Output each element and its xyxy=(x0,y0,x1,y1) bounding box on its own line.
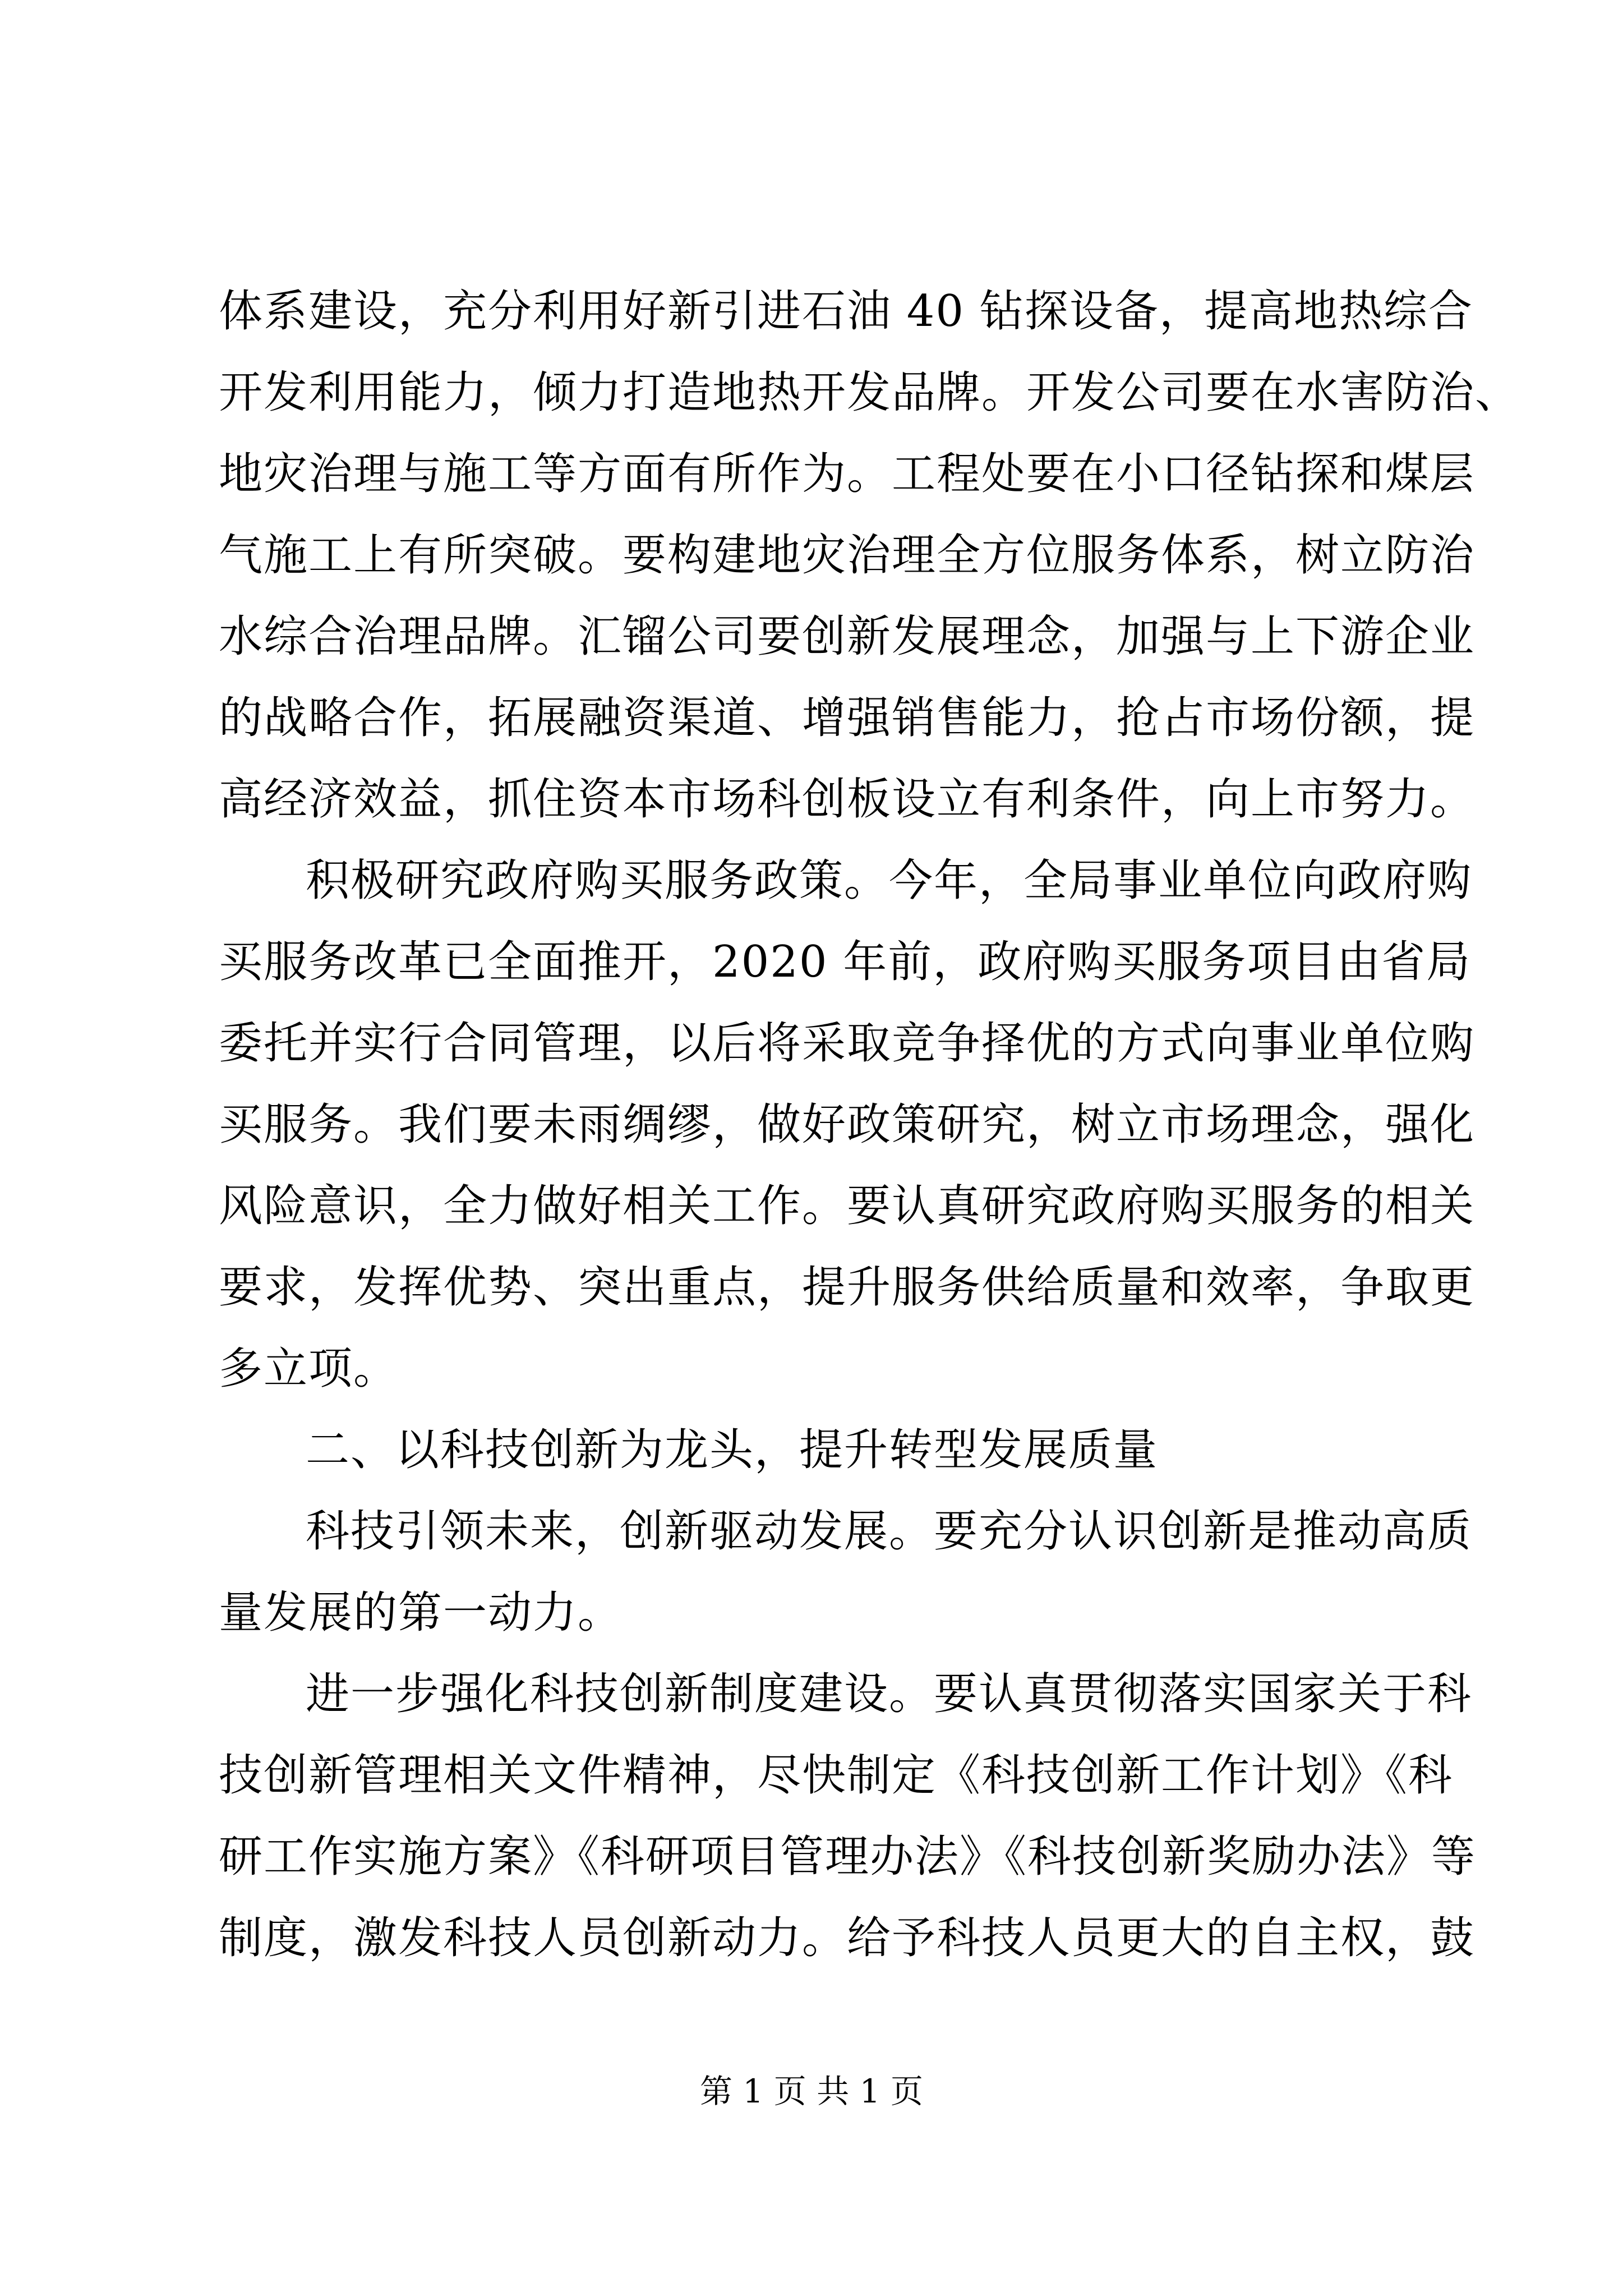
body-text-line: 委托并实行合同管理，以后将采取竞争择优的方式向事业单位购 xyxy=(219,1018,1476,1069)
body-text-line: 气施工上有所突破。要构建地灾治理全方位服务体系，树立防治 xyxy=(219,530,1476,581)
paragraph-first-line: 积极研究政府购买服务政策。今年，全局事业单位向政府购 xyxy=(306,855,1473,906)
body-text-line: 地灾治理与施工等方面有所作为。工程处要在小口径钻探和煤层 xyxy=(219,449,1476,499)
body-text-line: 多立项。 xyxy=(219,1343,399,1394)
body-text-line: 制度，激发科技人员创新动力。给予科技人员更大的自主权，鼓 xyxy=(219,1913,1476,1963)
body-text-line: 买服务改革已全面推开，2020 年前，政府购买服务项目由省局 xyxy=(219,937,1472,987)
body-text-line: 风险意识，全力做好相关工作。要认真研究政府购买服务的相关 xyxy=(219,1181,1476,1231)
body-text-line: 开发利用能力，倾力打造地热开发品牌。开发公司要在水害防治、 xyxy=(219,367,1520,418)
body-text-line: 水综合治理品牌。汇镏公司要创新发展理念，加强与上下游企业 xyxy=(219,611,1476,662)
paragraph-first-line: 科技引领未来，创新驱动发展。要充分认识创新是推动高质 xyxy=(306,1506,1473,1557)
paragraph-first-line: 进一步强化科技创新制度建设。要认真贯彻落实国家关于科 xyxy=(306,1669,1473,1719)
body-text-line: 高经济效益，抓住资本市场科创板设立有利条件，向上市努力。 xyxy=(219,774,1476,825)
body-text-line: 量发展的第一动力。 xyxy=(219,1588,623,1638)
body-text-line: 买服务。我们要未雨绸缪，做好政策研究，树立市场理念，强化 xyxy=(219,1099,1476,1150)
body-text-line: 技创新管理相关文件精神，尽快制定《科技创新工作计划》《科 xyxy=(219,1750,1454,1801)
body-text-line: 研工作实施方案》《科研项目管理办法》《科技创新奖励办法》等 xyxy=(219,1832,1477,1882)
body-text-line: 体系建设，充分利用好新引进石油 40 钻探设备，提高地热综合 xyxy=(219,286,1473,337)
section-heading: 二、以科技创新为龙头，提升转型发展质量 xyxy=(306,1425,1159,1475)
body-text-line: 要求，发挥优势、突出重点，提升服务供给质量和效率，争取更 xyxy=(219,1262,1476,1313)
body-text-line: 的战略合作，拓展融资渠道、增强销售能力，抢占市场份额，提 xyxy=(219,693,1476,743)
page-footer: 第 1 页 共 1 页 xyxy=(700,2072,923,2110)
